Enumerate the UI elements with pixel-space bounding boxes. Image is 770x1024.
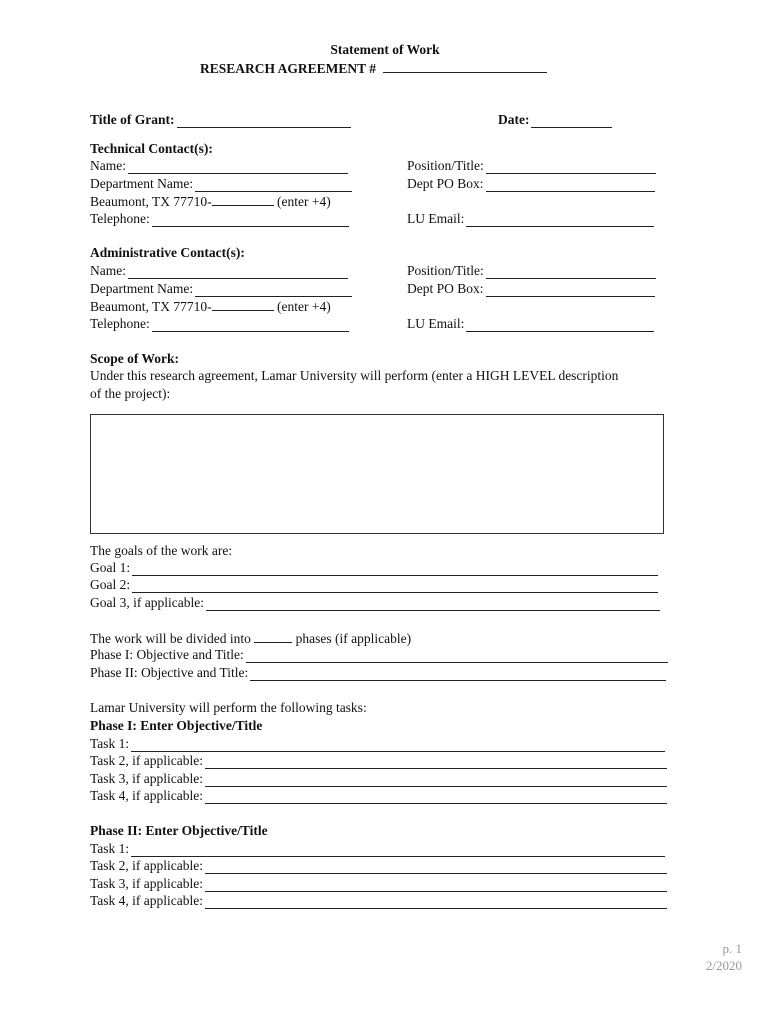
tech-zip-field[interactable] — [212, 192, 274, 206]
admin-phone-field[interactable] — [90, 315, 349, 332]
tech-zip-row — [90, 192, 331, 210]
revision-date: 2/2020 — [705, 958, 742, 973]
admin-enter4-note: (enter +4) — [277, 299, 331, 314]
admin-email-field[interactable] — [407, 315, 654, 332]
phases-intro-text: The work will be divided into — [90, 631, 251, 646]
admin-position-field[interactable] — [407, 262, 656, 279]
phase2-task4-field[interactable] — [90, 892, 667, 909]
project-description-textbox[interactable] — [90, 414, 664, 534]
tech-dept-label: Department Name: — [90, 176, 194, 191]
tech-name-field[interactable] — [90, 157, 348, 174]
tech-pobox-field[interactable] — [407, 175, 655, 192]
tech-email-label: LU Email: — [407, 211, 465, 226]
grant-title-field[interactable] — [90, 111, 351, 128]
goal1-label: Goal 1: — [90, 560, 131, 575]
phase1-task1-field[interactable] — [90, 735, 665, 752]
document-title: Statement of Work — [330, 42, 440, 57]
scope-description-line1: Under this research agreement, Lamar University will perform (enter a HIGH LEVEL description — [90, 368, 619, 383]
tech-name-label: Name: — [90, 158, 126, 173]
goal3-label: Goal 3, if applicable: — [90, 595, 204, 610]
tech-position-label: Position/Title: — [407, 158, 484, 173]
admin-email-label: LU Email: — [407, 316, 465, 331]
tech-phone-label: Telephone: — [90, 211, 150, 226]
goal2-label: Goal 2: — [90, 577, 131, 592]
task4-label: Task 4, if applicable: — [90, 788, 204, 803]
phases-intro-suffix: phases (if applicable) — [295, 631, 412, 646]
scope-heading: Scope of Work: — [90, 351, 180, 366]
phase1-objective-field[interactable] — [90, 646, 668, 663]
admin-position-label: Position/Title: — [407, 263, 484, 278]
admin-pobox-label: Dept PO Box: — [407, 281, 484, 296]
phases-intro-row — [90, 629, 411, 647]
goal3-field[interactable] — [90, 594, 660, 611]
technical-contacts-heading: Technical Contact(s): — [90, 141, 213, 156]
admin-pobox-field[interactable] — [407, 280, 655, 297]
admin-contacts-heading: Administrative Contact(s): — [90, 245, 245, 260]
phase1-task3-field[interactable] — [90, 770, 667, 787]
tech-city-label: Beaumont, TX 77710- — [90, 194, 212, 209]
page-footer — [706, 940, 742, 974]
phase1-task4-field[interactable] — [90, 787, 667, 804]
admin-name-field[interactable] — [90, 262, 348, 279]
phase2-task3-field[interactable] — [90, 875, 667, 892]
tech-dept-field[interactable] — [90, 175, 352, 192]
phase1-tasks-heading: Phase I: Enter Objective/Title — [90, 718, 263, 733]
goal1-field[interactable] — [90, 559, 658, 576]
date-label: Date: — [498, 112, 530, 127]
admin-dept-label: Department Name: — [90, 281, 194, 296]
goal2-field[interactable] — [90, 576, 658, 593]
task1-label: Task 1: — [90, 736, 130, 751]
scope-description-line2: of the project): — [90, 386, 171, 401]
tech-email-field[interactable] — [407, 210, 654, 227]
task3-label: Task 3, if applicable: — [90, 876, 204, 891]
task2-label: Task 2, if applicable: — [90, 858, 204, 873]
phase1-task2-field[interactable] — [90, 752, 667, 769]
grant-title-label: Title of Grant: — [90, 112, 175, 127]
admin-name-label: Name: — [90, 263, 126, 278]
tech-phone-field[interactable] — [90, 210, 349, 227]
admin-phone-label: Telephone: — [90, 316, 150, 331]
tech-enter4-note: (enter +4) — [277, 194, 331, 209]
task3-label: Task 3, if applicable: — [90, 771, 204, 786]
task2-label: Task 2, if applicable: — [90, 753, 204, 768]
phase2-tasks-heading: Phase II: Enter Objective/Title — [90, 823, 268, 838]
phase2-objective-label: Phase II: Objective and Title: — [90, 665, 249, 680]
phase1-objective-label: Phase I: Objective and Title: — [90, 647, 244, 662]
task4-label: Task 4, if applicable: — [90, 893, 204, 908]
admin-city-label: Beaumont, TX 77710- — [90, 299, 212, 314]
phase2-task1-field[interactable] — [90, 840, 665, 857]
admin-zip-row — [90, 297, 331, 315]
admin-dept-field[interactable] — [90, 280, 352, 297]
page-number: p. 1 — [722, 941, 742, 956]
date-field[interactable] — [498, 111, 612, 128]
task1-label: Task 1: — [90, 841, 130, 856]
phase-count-field[interactable] — [254, 629, 292, 643]
tech-position-field[interactable] — [407, 157, 656, 174]
tasks-intro: Lamar University will perform the following tasks: — [90, 700, 367, 715]
admin-zip-field[interactable] — [212, 297, 274, 311]
agreement-number-field[interactable] — [383, 59, 547, 73]
phase2-objective-field[interactable] — [90, 664, 666, 681]
agreement-number-row — [200, 59, 547, 77]
goals-intro: The goals of the work are: — [90, 543, 233, 558]
tech-pobox-label: Dept PO Box: — [407, 176, 484, 191]
phase2-task2-field[interactable] — [90, 857, 667, 874]
agreement-label: RESEARCH AGREEMENT # — [200, 61, 377, 76]
